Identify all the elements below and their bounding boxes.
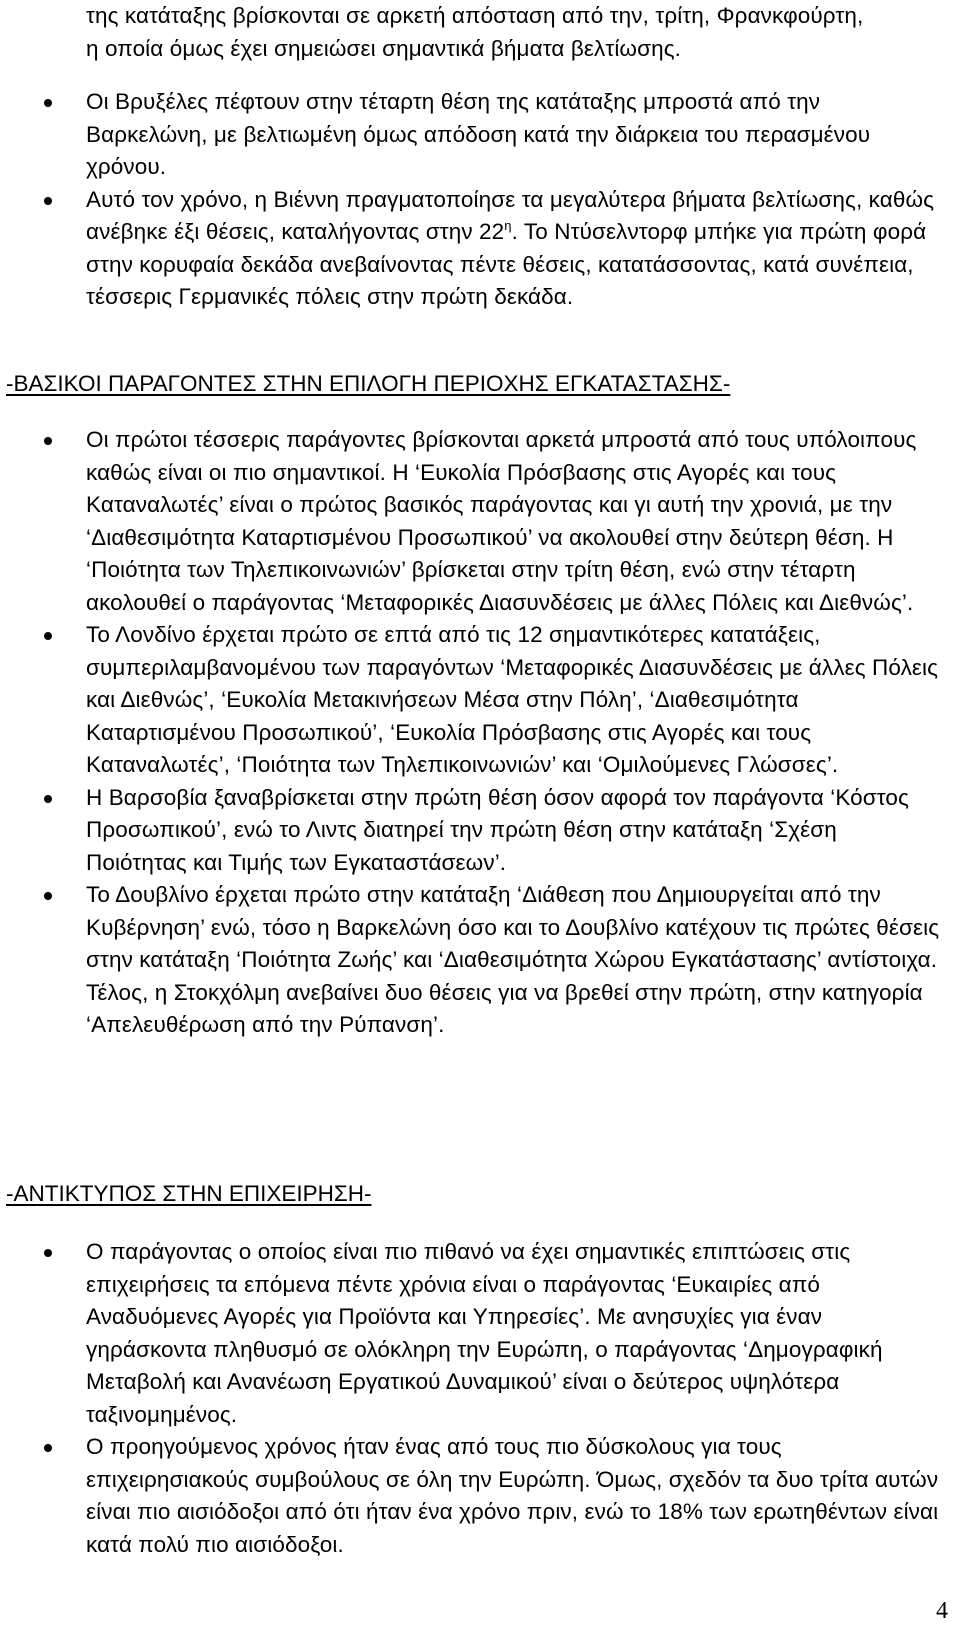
- list-item: [40, 1431, 940, 1561]
- list-item-text: Το Δουβλίνο έρχεται πρώτο στην κατάταξη ‘Διάθεση που Δημιουργείται από την Κυβέρνηση’ ενώ, τόσο η Βαρκελώνη όσο και το Δουβλίνο κατέχουν τις πρώτες θέσεις στην κατάταξη ‘Ποιότητα Ζωής’ και ‘Διαθεσιμότητα Χώρου Εγκατάστασης’ αντίστοιχα. Τέλος, η Στοκχόλμη ανεβαίνει δυο θέσεις για να βρεθεί στην πρώτη, στην κατηγορία ‘Απελευθέρωση από την Ρύπανση’.: [86, 882, 940, 1037]
- list-item-text: Η Βαρσοβία ξαναβρίσκεται στην πρώτη θέση όσον αφορά τον παράγοντα ‘Κόστος Προσωπικού’, ενώ το Λιντς διατηρεί την πρώτη θέση στην κατάταξη ‘Σχέση Ποιότητας και Τιμής των Εγκαταστάσεων’.: [86, 784, 909, 875]
- list-item: [40, 1236, 940, 1431]
- list-item-text: Το Λονδίνο έρχεται πρώτο σε επτά από τις 12 σημαντικότερες κατατάξεις, συμπεριλαμβανομένου των παραγόντων ‘Μεταφορικές Διασυνδέσεις με άλλες Πόλεις και Διεθνώς’, ‘Ευκολία Μετακινήσεων Μέσα στην Πόλη’, ‘Διαθεσιμότητα Καταρτισμένου Προσωπικού’, ‘Ευκολία Πρόσβασης στις Αγορές και τους Καταναλωτές’, ‘Ποιότητα των Τηλεπικοινωνιών’ και ‘Ομιλούμενες Γλώσσες’.: [86, 622, 939, 777]
- list-item-text: Αυτό τον χρόνο, η Βιέννη πραγματοποίησε τα μεγαλύτερα βήματα βελτίωσης, καθώς ανέβηκε έξι θέσεις, καταλήγοντας στην 22: [86, 186, 935, 244]
- list-item: [40, 782, 940, 880]
- continuation-paragraph: της κατάταξης βρίσκονται σε αρκετή απόσταση από την, τρίτη, Φρανκφούρτη, η οποία όμως έχει σημειώσει σημαντικά βήματα βελτίωσης.: [86, 3, 864, 61]
- section-heading-factors: -ΒΑΣΙΚΟΙ ΠΑΡΑΓΟΝΤΕΣ ΣΤΗΝ ΕΠΙΛΟΓΗ ΠΕΡΙΟΧΗΣ ΕΓΚΑΤΑΣΤΑΣΗΣ-: [6, 371, 731, 396]
- list-item-text: Οι πρώτοι τέσσερις παράγοντες βρίσκονται αρκετά μπροστά από τους υπόλοιπους καθώς είναι οι πιο σημαντικοί. Η ‘Ευκολία Πρόσβασης στις Αγορές και τους Καταναλωτές’ είναι ο πρώτος βασικός παράγοντας και γι αυτή την χρονιά, με την ‘Διαθεσιμότητα Καταρτισμένου Προσωπικού’ να ακολουθεί στην δεύτερη θέση. Η ‘Ποιότητα των Τηλεπικοινωνιών’ βρίσκεται στην τρίτη θέση, ενώ στην τέταρτη ακολουθεί ο παράγοντας ‘Μεταφορικές Διασυνδέσεις με άλλες Πόλεις και Διεθνώς’.: [86, 427, 917, 615]
- section-heading-impact: -ΑΝΤΙΚΤΥΠΟΣ ΣΤΗΝ ΕΠΙΧΕΙΡΗΣΗ-: [6, 1181, 372, 1206]
- bullet-icon: [44, 1249, 52, 1257]
- bullet-list-impact: [40, 1236, 940, 1561]
- bullet-icon: [44, 437, 52, 445]
- bullet-list-factors: [40, 424, 940, 1042]
- page-number: 4: [936, 1598, 948, 1624]
- list-item: [40, 184, 940, 314]
- bullet-icon: [44, 892, 52, 900]
- list-item: [40, 424, 940, 619]
- list-item-text: Ο παράγοντας ο οποίος είναι πιο πιθανό να έχει σημαντικές επιπτώσεις στις επιχειρήσεις τα επόμενα πέντε χρόνια είναι ο παράγοντας ‘Ευκαιρίες από Αναδυόμενες Αγορές για Προϊόντα και Υπηρεσίες’. Με ανησυχίες για έναν γηράσκοντα πληθυσμό σε ολόκληρη την Ευρώπη, ο παράγοντας ‘Δημογραφική Μεταβολή και Ανανέωση Εργατικού Δυναμικού’ είναι ο δεύτερος υψηλότερα ταξινομημένος.: [86, 1239, 883, 1427]
- list-item-text-continued: . Το Ντύσελντορφ μπήκε για πρώτη φορά στην κορυφαία δεκάδα ανεβαίνοντας πέντε θέσεις, κατατάσσοντας, κατά συνέπεια, τέσσερις Γερμανικές πόλεις στην πρώτη δεκάδα.: [86, 219, 927, 309]
- list-item-text: Ο προηγούμενος χρόνος ήταν ένας από τους πιο δύσκολους για τους επιχειρησιακούς συμβούλους σε όλη την Ευρώπη. Όμως, σχεδόν τα δυο τρίτα αυτών είναι πιο αισιόδοξοι από ότι ήταν ένα χρόνο πριν, ενώ το 18% των ερωτηθέντων είναι κατά πολύ πιο αισιόδοξοι.: [86, 1434, 939, 1557]
- bullet-icon: [44, 1444, 52, 1452]
- bullet-icon: [44, 197, 52, 205]
- bullet-icon: [44, 795, 52, 803]
- list-item: [40, 619, 940, 782]
- list-item: [40, 86, 940, 184]
- list-item-text: Οι Βρυξέλες πέφτουν στην τέταρτη θέση της κατάταξης μπροστά από την Βαρκελώνη, με βελτιωμένη όμως απόδοση κατά την διάρκεια του περασμένου χρόνου.: [86, 89, 871, 179]
- bullet-list-cities: [40, 86, 940, 314]
- superscript: η: [504, 218, 512, 233]
- list-item: [40, 879, 940, 1042]
- bullet-icon: [44, 632, 52, 640]
- bullet-icon: [44, 99, 52, 107]
